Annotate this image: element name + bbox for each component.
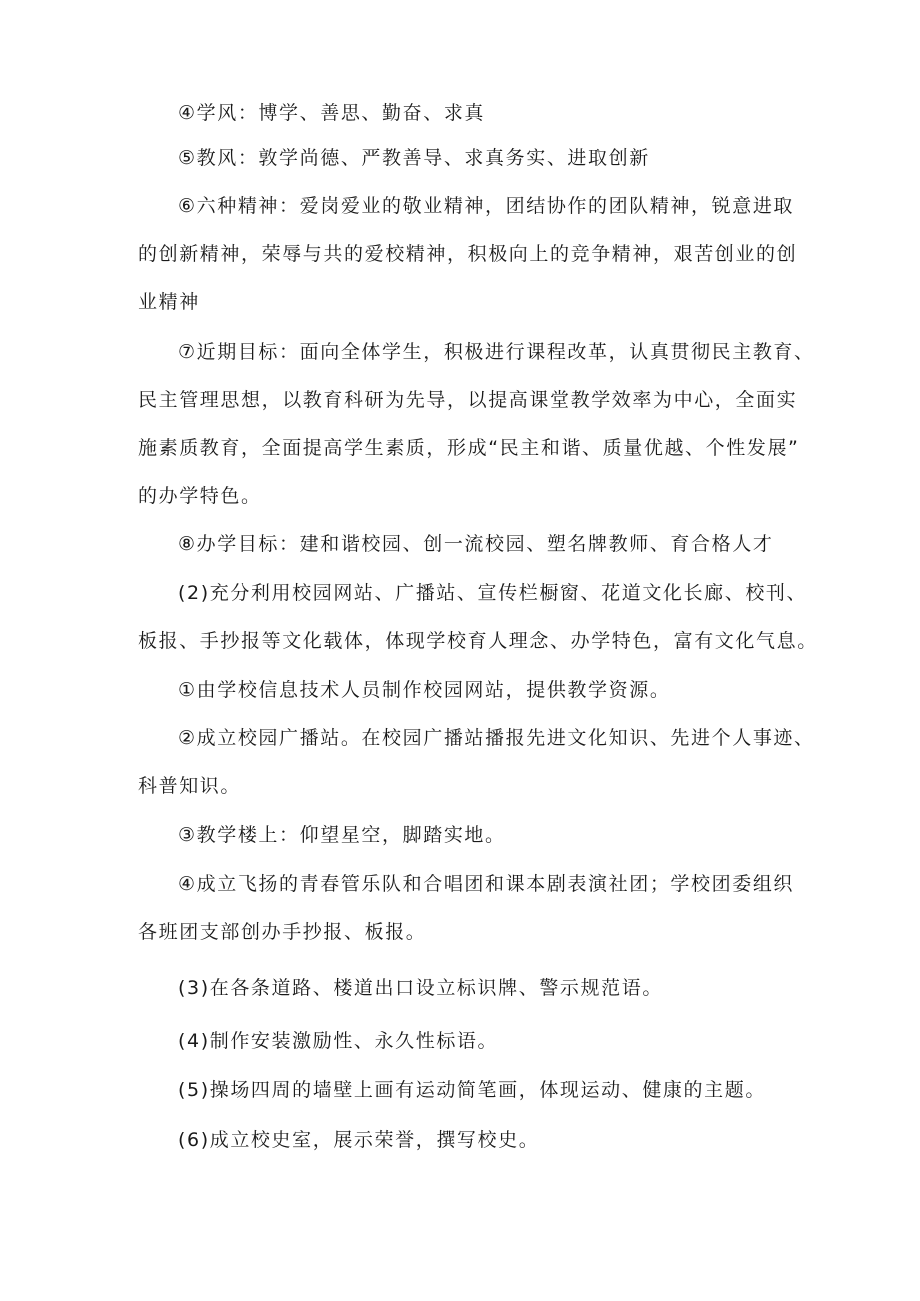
text-line-16: ③教学楼上：仰望星空，脚踏实地。 — [178, 824, 506, 846]
text-line-15: 科普知识。 — [138, 775, 242, 797]
text-line-8: 施素质教育，全面提高学生素质，形成“民主和谐、质量优越、个性发展” — [138, 437, 800, 459]
text-line-17: ④成立飞扬的青春管乐队和合唱团和课本剧表演社团；学校团委组织 — [178, 873, 795, 895]
text-line-5: 业精神 — [138, 291, 200, 313]
text-line-12: 板报、手抄报等文化载体，体现学校育人理念、办学特色，富有文化气息。 — [138, 630, 818, 652]
text-line-22: (6)成立校史室，展示荣誉，撰写校史。 — [178, 1129, 540, 1151]
text-line-10: ⑧办学目标：建和谐校园、创一流校园、塑名牌教师、育合格人才 — [178, 533, 774, 555]
text-line-2: ⑤教风：敦学尚德、严教善导、求真务实、进取创新 — [178, 147, 650, 169]
text-line-3: ⑥六种精神：爱岗爱业的敬业精神，团结协作的团队精神，锐意进取 — [178, 195, 795, 217]
text-line-20: (4)制作安装激励性、永久性标语。 — [178, 1030, 499, 1052]
text-line-1: ④学风：博学、善思、勤奋、求真 — [178, 102, 486, 124]
text-line-11: (2)充分利用校园网站、广播站、宣传栏橱窗、花道文化长廊、校刊、 — [178, 582, 808, 604]
text-line-4: 的创新精神，荣辱与共的爱校精神，积极向上的竞争精神，艰苦创业的创 — [138, 243, 798, 265]
text-line-18: 各班团支部创办手抄报、板报。 — [138, 921, 427, 943]
text-line-6: ⑦近期目标：面向全体学生，积极进行课程改革，认真贯彻民主教育、 — [178, 341, 815, 363]
text-line-13: ①由学校信息技术人员制作校园网站，提供教学资源。 — [178, 679, 671, 701]
text-line-21: (5)操场四周的墙壁上画有运动简笔画，体现运动、健康的主题。 — [178, 1079, 766, 1101]
text-line-9: 的办学特色。 — [138, 485, 262, 507]
text-line-7: 民主管理思想，以教育科研为先导，以提高课堂教学效率为中心，全面实 — [138, 389, 798, 411]
text-line-19: (3)在各条道路、楼道出口设立标识牌、警示规范语。 — [178, 977, 663, 999]
text-line-14: ②成立校园广播站。在校园广播站播报先进文化知识、先进个人事迹、 — [178, 727, 815, 749]
